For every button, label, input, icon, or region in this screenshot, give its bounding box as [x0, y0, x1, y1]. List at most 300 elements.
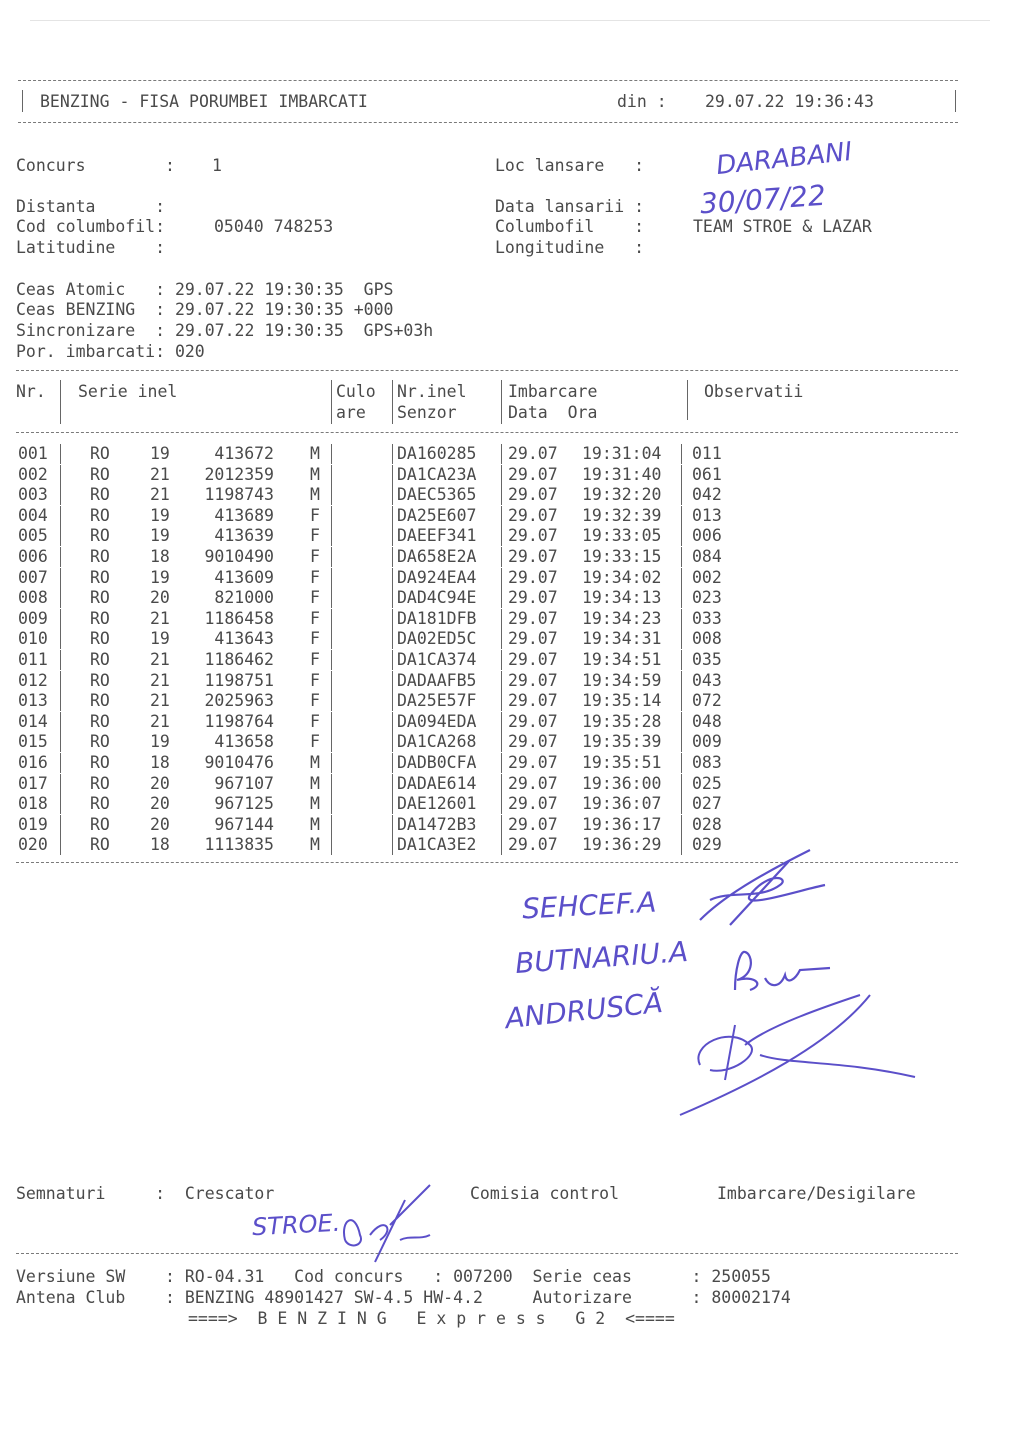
- cell-divider: [681, 526, 682, 546]
- cell-time: 19:36:07: [582, 794, 662, 814]
- cell-divider: [681, 835, 682, 855]
- cell-date: 29.07: [508, 629, 558, 649]
- cell-sex: F: [310, 670, 320, 690]
- cell-time: 19:35:14: [582, 691, 662, 711]
- cell-obs: 011: [692, 444, 722, 463]
- cell-nr: 018: [18, 794, 48, 814]
- cell-ring: 1113835: [204, 835, 274, 855]
- cell-nr: 002: [18, 464, 48, 484]
- cell-obs: 002: [692, 567, 722, 587]
- distanta-label: Distanta :: [16, 197, 166, 216]
- latitudine-label: Latitudine :: [16, 238, 166, 257]
- cell-divider: [331, 588, 332, 608]
- cell-divider: [681, 485, 682, 505]
- cell-divider: [392, 547, 393, 567]
- cell-divider: [331, 774, 332, 794]
- cell-divider: [60, 485, 61, 505]
- table-row: [0, 547, 1024, 568]
- cell-country: RO: [90, 485, 110, 505]
- cell-time: 19:36:17: [582, 814, 662, 834]
- footer-rule: [16, 1253, 958, 1254]
- table-row: [0, 794, 1024, 815]
- cell-date: 29.07: [508, 505, 558, 525]
- cell-country: RO: [90, 670, 110, 690]
- cell-nr: 005: [18, 526, 48, 546]
- cell-date: 29.07: [508, 835, 558, 855]
- cell-divider: [392, 712, 393, 732]
- cell-sex: F: [310, 691, 320, 711]
- cell-divider: [331, 650, 332, 670]
- cell-country: RO: [90, 732, 110, 752]
- cell-divider: [681, 712, 682, 732]
- cell-divider: [681, 732, 682, 752]
- handwritten-name-1: SEHCEF.A: [521, 885, 658, 926]
- cell-year: 18: [150, 835, 170, 855]
- cell-divider: [331, 609, 332, 629]
- table-row: [0, 650, 1024, 671]
- cell-ring: 413672: [214, 444, 274, 463]
- cell-year: 19: [150, 526, 170, 546]
- cell-sensor: DA160285: [397, 444, 477, 463]
- cell-divider: [60, 526, 61, 546]
- cell-divider: [501, 671, 502, 691]
- cell-divider: [392, 629, 393, 649]
- cell-date: 29.07: [508, 464, 558, 484]
- cell-obs: 025: [692, 773, 722, 793]
- cell-nr: 009: [18, 608, 48, 628]
- cell-country: RO: [90, 835, 110, 855]
- loc-lansare-label: Loc lansare :: [495, 156, 645, 175]
- cell-time: 19:34:23: [582, 608, 662, 628]
- cell-nr: 015: [18, 732, 48, 752]
- cell-sex: F: [310, 547, 320, 566]
- cell-divider: [681, 506, 682, 526]
- cell-divider: [681, 794, 682, 814]
- cell-date: 29.07: [508, 547, 558, 566]
- cell-date: 29.07: [508, 485, 558, 505]
- cell-sensor: DAD4C94E: [397, 588, 477, 608]
- table-row: [0, 712, 1024, 733]
- cell-sensor: DA181DFB: [397, 608, 477, 628]
- cell-divider: [60, 465, 61, 485]
- concurs-value: 1: [212, 156, 222, 175]
- cell-ring: 9010476: [204, 753, 274, 772]
- handwritten-name-3: ANDRUSCĂ: [503, 985, 665, 1036]
- versiune-sw-line: Versiune SW : RO-04.31 Cod concurs : 007200 Serie ceas : 250055: [16, 1267, 771, 1286]
- cell-country: RO: [90, 794, 110, 814]
- cell-divider: [681, 568, 682, 588]
- cell-divider: [501, 794, 502, 814]
- cell-year: 21: [150, 670, 170, 690]
- cod-columbofil-label: Cod columbofil:: [16, 217, 166, 236]
- cell-year: 21: [150, 464, 170, 484]
- concurs-label: Concurs :: [16, 156, 175, 175]
- cell-country: RO: [90, 608, 110, 628]
- cell-divider: [392, 465, 393, 485]
- cell-divider: [501, 774, 502, 794]
- cell-divider: [681, 444, 682, 464]
- handwritten-name-2: BUTNARIU.A: [514, 935, 690, 981]
- cell-ring: 413609: [214, 567, 274, 587]
- cell-divider: [501, 526, 502, 546]
- col-divider: [501, 380, 502, 424]
- cell-ring: 967144: [214, 814, 274, 834]
- cell-time: 19:35:51: [582, 753, 662, 772]
- table-row: [0, 629, 1024, 650]
- cell-sensor: DADAAFB5: [397, 670, 477, 690]
- cell-sex: F: [310, 526, 320, 546]
- table-row: [0, 485, 1024, 506]
- cell-year: 18: [150, 547, 170, 566]
- cell-divider: [392, 444, 393, 464]
- cell-sex: F: [310, 588, 320, 608]
- cell-country: RO: [90, 526, 110, 546]
- cell-divider: [392, 671, 393, 691]
- cell-ring: 1198764: [204, 711, 274, 731]
- cell-divider: [331, 547, 332, 567]
- cell-time: 19:34:59: [582, 670, 662, 690]
- cell-sensor: DAE12601: [397, 794, 477, 814]
- cell-time: 19:31:40: [582, 464, 662, 484]
- sincronizare: Sincronizare : 29.07.22 19:30:35 GPS+03h: [16, 321, 434, 340]
- cell-divider: [60, 506, 61, 526]
- header-right-bar: [955, 90, 956, 112]
- cell-divider: [60, 609, 61, 629]
- cell-date: 29.07: [508, 567, 558, 587]
- cell-divider: [501, 568, 502, 588]
- cell-date: 29.07: [508, 588, 558, 608]
- cell-divider: [501, 588, 502, 608]
- data-lansarii-value: 30/07/22: [698, 178, 827, 221]
- cell-ring: 413643: [214, 629, 274, 649]
- table-row: [0, 835, 1024, 856]
- cell-sensor: DA1CA268: [397, 732, 477, 752]
- col-senzor: Senzor: [397, 403, 457, 422]
- cell-country: RO: [90, 691, 110, 711]
- cell-time: 19:33:05: [582, 526, 662, 546]
- cell-ring: 413658: [214, 732, 274, 752]
- table-row: [0, 815, 1024, 836]
- cell-sensor: DADB0CFA: [397, 753, 477, 772]
- col-data-ora: Data Ora: [508, 403, 598, 422]
- cell-divider: [331, 485, 332, 505]
- table-header-rule: [16, 432, 958, 433]
- cell-obs: 061: [692, 464, 722, 484]
- cell-year: 20: [150, 588, 170, 608]
- cell-divider: [392, 753, 393, 773]
- cell-divider: [681, 815, 682, 835]
- cell-divider: [331, 568, 332, 588]
- col-culoare: Culo: [336, 382, 376, 401]
- cell-divider: [501, 629, 502, 649]
- cell-obs: 043: [692, 670, 722, 690]
- cell-divider: [681, 547, 682, 567]
- col-imbarcare: Imbarcare: [508, 382, 598, 401]
- cell-nr: 007: [18, 567, 48, 587]
- cell-date: 29.07: [508, 691, 558, 711]
- cell-divider: [681, 671, 682, 691]
- header-bottom-rule: [18, 122, 958, 123]
- loc-lansare-value: DARABANI: [714, 136, 854, 182]
- comisia-control-label: Comisia control: [470, 1184, 620, 1203]
- cell-divider: [501, 485, 502, 505]
- cod-columbofil-value: 05040 748253: [214, 217, 334, 236]
- cell-divider: [60, 547, 61, 567]
- cell-divider: [60, 629, 61, 649]
- cell-ring: 1198743: [204, 485, 274, 505]
- table-row: [0, 506, 1024, 527]
- cell-nr: 001: [18, 444, 48, 463]
- cell-sensor: DA1CA3E2: [397, 835, 477, 855]
- din-value: 29.07.22 19:36:43: [705, 92, 874, 111]
- cell-time: 19:34:31: [582, 629, 662, 649]
- cell-ring: 413689: [214, 505, 274, 525]
- cell-divider: [681, 753, 682, 773]
- col-observatii: Observatii: [704, 382, 804, 401]
- cell-nr: 011: [18, 650, 48, 669]
- table-row: [0, 588, 1024, 609]
- cell-date: 29.07: [508, 670, 558, 690]
- cell-sensor: DADAE614: [397, 773, 477, 793]
- cell-divider: [392, 774, 393, 794]
- page-edge: [30, 20, 990, 21]
- cell-sex: M: [310, 485, 320, 505]
- cell-year: 20: [150, 794, 170, 814]
- cell-country: RO: [90, 753, 110, 772]
- cell-divider: [331, 444, 332, 464]
- cell-divider: [501, 444, 502, 464]
- benzing-express-banner: ====> B E N Z I N G E x p r e s s G 2 <====: [188, 1309, 675, 1328]
- cell-divider: [60, 753, 61, 773]
- cell-year: 19: [150, 732, 170, 752]
- cell-divider: [331, 506, 332, 526]
- cell-sex: M: [310, 753, 320, 772]
- cell-date: 29.07: [508, 608, 558, 628]
- por-imbarcati: Por. imbarcati: 020: [16, 342, 205, 361]
- cell-country: RO: [90, 588, 110, 608]
- cell-divider: [501, 732, 502, 752]
- cell-divider: [392, 506, 393, 526]
- table-row: [0, 444, 1024, 465]
- col-divider: [392, 380, 393, 424]
- cell-divider: [392, 609, 393, 629]
- cell-ring: 967107: [214, 773, 274, 793]
- cell-sex: M: [310, 773, 320, 793]
- cell-divider: [392, 732, 393, 752]
- cell-ring: 1186462: [204, 650, 274, 669]
- table-row: [0, 753, 1024, 774]
- cell-divider: [681, 691, 682, 711]
- cell-divider: [60, 794, 61, 814]
- cell-ring: 9010490: [204, 547, 274, 566]
- cell-sex: M: [310, 794, 320, 814]
- cell-time: 19:36:00: [582, 773, 662, 793]
- cell-date: 29.07: [508, 732, 558, 752]
- cell-sensor: DA1472B3: [397, 814, 477, 834]
- cell-divider: [681, 650, 682, 670]
- cell-ring: 2012359: [204, 464, 274, 484]
- header-top-rule: [18, 80, 958, 81]
- table-row: [0, 671, 1024, 692]
- cell-obs: 009: [692, 732, 722, 752]
- cell-nr: 013: [18, 691, 48, 711]
- cell-nr: 010: [18, 629, 48, 649]
- cell-year: 20: [150, 814, 170, 834]
- cell-nr: 003: [18, 485, 48, 505]
- cell-time: 19:34:02: [582, 567, 662, 587]
- cell-nr: 014: [18, 711, 48, 731]
- cell-ring: 413639: [214, 526, 274, 546]
- cell-divider: [60, 568, 61, 588]
- cell-sex: F: [310, 567, 320, 587]
- table-row: [0, 526, 1024, 547]
- cell-sensor: DA1CA23A: [397, 464, 477, 484]
- cell-divider: [501, 712, 502, 732]
- cell-obs: 048: [692, 711, 722, 731]
- table-row: [0, 465, 1024, 486]
- cell-sensor: DA25E57F: [397, 691, 477, 711]
- cell-country: RO: [90, 464, 110, 484]
- cell-sex: F: [310, 629, 320, 649]
- cell-divider: [331, 691, 332, 711]
- table-row: [0, 609, 1024, 630]
- cell-sex: F: [310, 732, 320, 752]
- cell-date: 29.07: [508, 773, 558, 793]
- cell-date: 29.07: [508, 794, 558, 814]
- cell-year: 21: [150, 608, 170, 628]
- cell-divider: [60, 671, 61, 691]
- cell-nr: 012: [18, 670, 48, 690]
- cell-divider: [331, 629, 332, 649]
- cell-nr: 019: [18, 814, 48, 834]
- semnaturi-label: Semnaturi : Crescator: [16, 1184, 275, 1203]
- cell-sensor: DA02ED5C: [397, 629, 477, 649]
- cell-divider: [331, 526, 332, 546]
- cell-divider: [331, 835, 332, 855]
- table-top-rule: [16, 370, 958, 371]
- cell-divider: [60, 691, 61, 711]
- cell-obs: 035: [692, 650, 722, 669]
- signature-1: [690, 840, 840, 940]
- cell-sensor: DA094EDA: [397, 711, 477, 731]
- cell-year: 21: [150, 485, 170, 505]
- cell-time: 19:34:51: [582, 650, 662, 669]
- signature-3: [670, 985, 940, 1120]
- table-row: [0, 732, 1024, 753]
- cell-divider: [60, 444, 61, 464]
- col-nr-inel: Nr.inel: [397, 382, 467, 401]
- cell-sensor: DAEC5365: [397, 485, 477, 505]
- cell-sex: M: [310, 835, 320, 855]
- cell-divider: [392, 526, 393, 546]
- cell-year: 19: [150, 629, 170, 649]
- cell-divider: [392, 835, 393, 855]
- cell-sex: M: [310, 814, 320, 834]
- cell-obs: 083: [692, 753, 722, 772]
- cell-country: RO: [90, 711, 110, 731]
- cell-year: 20: [150, 773, 170, 793]
- cell-year: 19: [150, 444, 170, 463]
- cell-year: 21: [150, 650, 170, 669]
- cell-divider: [331, 815, 332, 835]
- cell-time: 19:36:29: [582, 835, 662, 855]
- cell-nr: 004: [18, 505, 48, 525]
- cell-divider: [392, 588, 393, 608]
- cell-divider: [331, 465, 332, 485]
- antena-club-line: Antena Club : BENZING 48901427 SW-4.5 HW-4.2 Autorizare : 80002174: [16, 1288, 791, 1307]
- crescator-signature-text: STROE.: [251, 1208, 341, 1242]
- col-serie-inel: Serie inel: [78, 382, 178, 401]
- cell-time: 19:32:39: [582, 505, 662, 525]
- col-divider: [687, 380, 688, 420]
- ceas-atomic: Ceas Atomic : 29.07.22 19:30:35 GPS: [16, 280, 394, 299]
- header-left-bar: [22, 90, 23, 112]
- cell-country: RO: [90, 814, 110, 834]
- cell-divider: [60, 732, 61, 752]
- cell-sex: M: [310, 464, 320, 484]
- cell-sensor: DA25E607: [397, 505, 477, 525]
- cell-date: 29.07: [508, 814, 558, 834]
- cell-ring: 2025963: [204, 691, 274, 711]
- cell-sex: F: [310, 650, 320, 669]
- cell-divider: [392, 485, 393, 505]
- cell-time: 19:35:39: [582, 732, 662, 752]
- cell-country: RO: [90, 629, 110, 649]
- col-culoare-2: are: [336, 403, 366, 422]
- cell-divider: [501, 465, 502, 485]
- cell-divider: [392, 691, 393, 711]
- cell-sex: F: [310, 711, 320, 731]
- cell-obs: 033: [692, 608, 722, 628]
- cell-divider: [681, 588, 682, 608]
- cell-year: 19: [150, 505, 170, 525]
- cell-divider: [60, 815, 61, 835]
- cell-divider: [681, 609, 682, 629]
- cell-divider: [501, 691, 502, 711]
- cell-divider: [331, 753, 332, 773]
- cell-divider: [392, 650, 393, 670]
- data-lansarii-label: Data lansarii :: [495, 197, 645, 216]
- ceas-benzing: Ceas BENZING : 29.07.22 19:30:35 +000: [16, 300, 394, 319]
- cell-nr: 017: [18, 773, 48, 793]
- cell-divider: [501, 650, 502, 670]
- cell-divider: [331, 712, 332, 732]
- cell-divider: [60, 774, 61, 794]
- cell-country: RO: [90, 773, 110, 793]
- col-divider: [331, 380, 332, 424]
- table-row: [0, 691, 1024, 712]
- cell-obs: 008: [692, 629, 722, 649]
- cell-divider: [501, 609, 502, 629]
- cell-ring: 1186458: [204, 608, 274, 628]
- cell-obs: 006: [692, 526, 722, 546]
- cell-divider: [331, 732, 332, 752]
- cell-country: RO: [90, 444, 110, 463]
- cell-year: 21: [150, 691, 170, 711]
- table-row: [0, 774, 1024, 795]
- col-nr: Nr.: [16, 382, 46, 401]
- document-title: BENZING - FISA PORUMBEI IMBARCATI: [40, 92, 368, 111]
- cell-divider: [501, 835, 502, 855]
- cell-sex: M: [310, 444, 320, 463]
- cell-divider: [331, 794, 332, 814]
- cell-divider: [501, 815, 502, 835]
- cell-ring: 967125: [214, 794, 274, 814]
- cell-obs: 027: [692, 794, 722, 814]
- cell-time: 19:31:04: [582, 444, 662, 463]
- din-label: din :: [617, 92, 667, 111]
- cell-sex: F: [310, 608, 320, 628]
